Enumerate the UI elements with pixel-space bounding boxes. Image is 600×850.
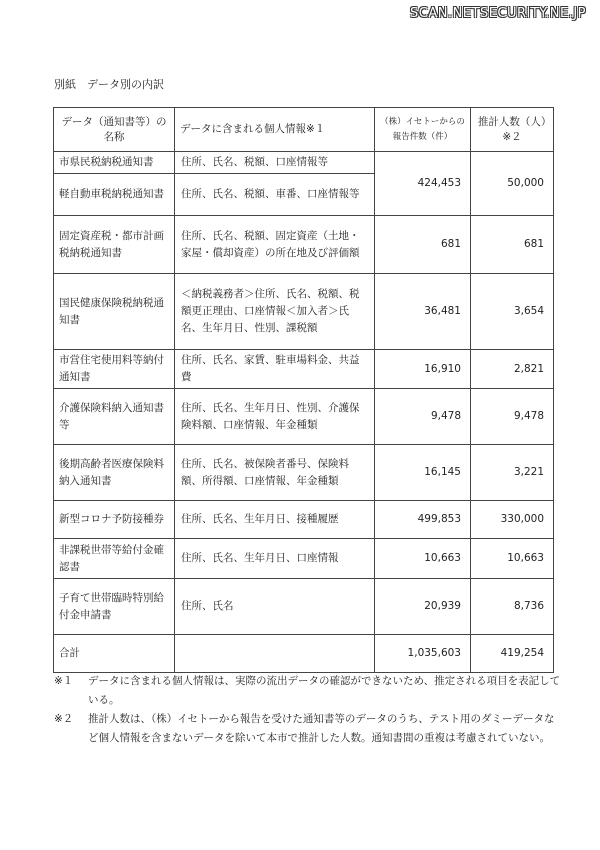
row-name: 子育て世帯臨時特別給付金申請書 — [54, 579, 175, 635]
header-data-name: データ（通知書等）の名称 — [54, 108, 175, 152]
table-row — [54, 501, 554, 539]
row-info: 住所、氏名、生年月日、性別、介護保険料額、口座情報、年金種類 — [175, 389, 375, 445]
page-title: 別紙 データ別の内訳 — [54, 78, 164, 91]
table-header-row — [54, 108, 554, 152]
header-estimated-people: 推計人数（人）※２ — [471, 108, 554, 152]
row-estimated-people: 10,663 — [471, 539, 554, 579]
row-name: 固定資産税・都市計画税納税通知書 — [54, 216, 175, 274]
table-row — [54, 389, 554, 445]
row-name: 介護保険料納入通知書等 — [54, 389, 175, 445]
merged-estimated-people: 50,000 — [471, 152, 554, 216]
row-estimated-people: 330,000 — [471, 501, 554, 539]
row-report-count: 10,663 — [375, 539, 471, 579]
row-report-count: 499,853 — [375, 501, 471, 539]
row-report-count: 16,145 — [375, 445, 471, 501]
row-estimated-people: 3,221 — [471, 445, 554, 501]
footnote-2 — [54, 710, 564, 748]
total-report-count: 1,035,603 — [375, 635, 471, 673]
row-report-count: 9,478 — [375, 389, 471, 445]
row-name: 非課税世帯等給付金確認書 — [54, 539, 175, 579]
row-report-count: 681 — [375, 216, 471, 274]
row-name: 市県民税納税通知書 — [54, 152, 175, 174]
row-report-count: 36,481 — [375, 274, 471, 350]
total-info-empty — [175, 635, 375, 673]
total-estimated-people: 419,254 — [471, 635, 554, 673]
row-info: 住所、氏名 — [175, 579, 375, 635]
row-name: 後期高齢者医療保険料納入通知書 — [54, 445, 175, 501]
row-report-count: 16,910 — [375, 350, 471, 389]
row-name: 新型コロナ予防接種券 — [54, 501, 175, 539]
header-personal-info: データに含まれる個人情報※１ — [175, 108, 375, 152]
table-row — [54, 152, 554, 174]
data-breakdown-table — [53, 107, 554, 673]
table-row — [54, 216, 554, 274]
row-estimated-people: 9,478 — [471, 389, 554, 445]
row-estimated-people: 2,821 — [471, 350, 554, 389]
footnote-text: データに含まれる個人情報は、実際の流出データの確認ができないため、推定される項目を表記している。 — [88, 675, 561, 706]
table-row — [54, 274, 554, 350]
row-info: 住所、氏名、生年月日、口座情報 — [175, 539, 375, 579]
table-row — [54, 350, 554, 389]
row-report-count: 20,939 — [375, 579, 471, 635]
row-info: 住所、氏名、家賃、駐車場料金、共益費 — [175, 350, 375, 389]
table-row — [54, 579, 554, 635]
footnote-1 — [54, 672, 564, 710]
row-name: 軽自動車税納税通知書 — [54, 174, 175, 216]
table-row — [54, 539, 554, 579]
row-info: ＜納税義務者＞住所、氏名、税額、税額更正理由、口座情報＜加入者＞氏名、生年月日、性別、課税額 — [175, 274, 375, 350]
row-name: 国民健康保険税納税通知書 — [54, 274, 175, 350]
row-info: 住所、氏名、被保険者番号、保険料額、所得額、口座情報、年金種類 — [175, 445, 375, 501]
merged-report-count: 424,453 — [375, 152, 471, 216]
footnote-mark: ※２ — [54, 713, 74, 725]
footnote-text: 推計人数は、（株）イセトーから報告を受けた通知書等のデータのうち、テスト用のダミーデータなど個人情報を含まないデータを除いて本市で推計した人数。通知書間の重複は考慮されていない。 — [88, 713, 555, 744]
row-info: 住所、氏名、税額、固定資産（土地・家屋・償却資産）の所在地及び評価額 — [175, 216, 375, 274]
footnote-mark: ※１ — [54, 675, 74, 687]
footnotes — [54, 672, 564, 748]
table-row — [54, 445, 554, 501]
table-total-row — [54, 635, 554, 673]
watermark-logo: SCAN.NETSECURITY.NE.JP — [409, 6, 586, 21]
header-report-count: （株）イセトーからの報告件数（件） — [375, 108, 471, 152]
row-info: 住所、氏名、税額、口座情報等 — [175, 152, 375, 174]
row-estimated-people: 681 — [471, 216, 554, 274]
row-name: 市営住宅使用料等納付通知書 — [54, 350, 175, 389]
row-info: 住所、氏名、生年月日、接種履歴 — [175, 501, 375, 539]
row-info: 住所、氏名、税額、車番、口座情報等 — [175, 174, 375, 216]
row-estimated-people: 3,654 — [471, 274, 554, 350]
row-estimated-people: 8,736 — [471, 579, 554, 635]
total-label: 合計 — [54, 635, 175, 673]
